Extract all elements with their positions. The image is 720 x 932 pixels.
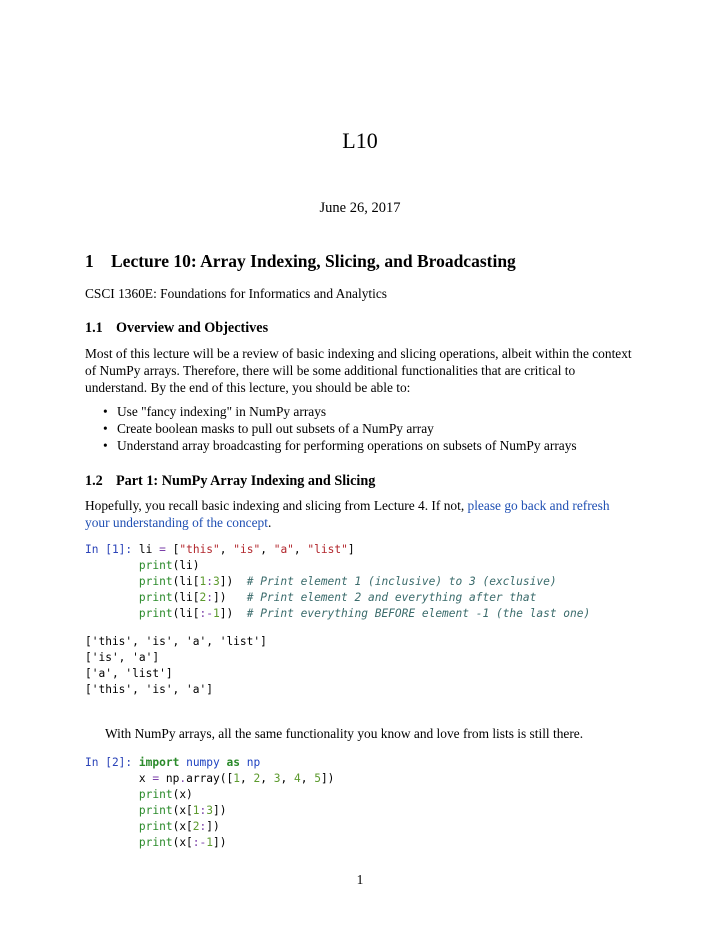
subsection-title: Overview and Objectives	[116, 320, 269, 336]
code-text: (li)	[172, 558, 200, 572]
operator: -	[199, 835, 207, 849]
builtin-function: print	[138, 835, 173, 849]
operator: -	[206, 606, 214, 620]
cell-prompt: In [2]:	[85, 756, 133, 769]
builtin-function: print	[138, 803, 173, 817]
operator: =	[152, 771, 160, 785]
code-text: (x[	[172, 835, 193, 849]
operator: :	[192, 835, 200, 849]
builtin-function: print	[138, 558, 173, 572]
operator: =	[159, 543, 166, 556]
number-literal: 1	[206, 835, 214, 849]
string-literal: "list"	[307, 543, 348, 556]
code-text: (x[	[172, 819, 193, 833]
number-literal: 3	[213, 574, 220, 588]
cell-prompt: In [1]:	[85, 543, 133, 556]
section-number: 1	[85, 251, 94, 271]
number-literal: 2	[192, 819, 200, 833]
code-text: ])	[213, 835, 227, 849]
operator: :	[206, 590, 214, 604]
number-literal: 3	[206, 803, 214, 817]
course-line: CSCI 1360E: Foundations for Informatics and Analytics	[85, 286, 388, 301]
code-text: ,	[260, 543, 274, 556]
number-literal: 3	[273, 771, 281, 785]
code-comment: # Print everything BEFORE element -1 (the last one)	[246, 606, 591, 620]
number-literal: 1	[213, 606, 220, 620]
list-item: • Use "fancy indexing" in NumPy arrays	[85, 404, 577, 421]
cell-output-1	[85, 634, 267, 698]
code-text	[220, 756, 227, 769]
output-line: ['this', 'is', 'a']	[85, 682, 213, 696]
subsection-title: Part 1: NumPy Array Indexing and Slicing	[116, 473, 376, 489]
operator: .	[179, 771, 187, 785]
code-cell-2	[85, 755, 334, 850]
operator: :	[199, 803, 207, 817]
operator: :	[206, 574, 214, 588]
builtin-function: print	[138, 606, 173, 620]
list-item: • Create boolean masks to pull out subsets of a NumPy array	[85, 421, 577, 438]
code-text: li	[138, 543, 160, 556]
section-title: Lecture 10: Array Indexing, Slicing, and Broadcasting	[111, 251, 516, 271]
objectives-list	[85, 404, 577, 454]
number-literal: 1	[199, 574, 207, 588]
list-item: • Understand array broadcasting for performing operations on subsets of NumPy arrays	[85, 438, 577, 455]
code-text: ])	[219, 574, 247, 588]
number-literal: 5	[314, 771, 321, 785]
code-text: ])	[213, 590, 247, 604]
code-text: (x[	[172, 803, 193, 817]
code-text: ,	[300, 771, 315, 785]
number-literal: 2	[199, 590, 207, 604]
document-date: June 26, 2017	[319, 200, 401, 216]
subsection-heading-part1	[85, 473, 375, 490]
code-text: ,	[280, 771, 294, 785]
builtin-function: print	[138, 787, 173, 801]
page-number: 1	[356, 872, 364, 887]
numpy-paragraph: With NumPy arrays, all the same functionality you know and love from lists is still there.	[105, 726, 584, 741]
intro-paragraph	[85, 498, 637, 532]
code-cell-1	[85, 542, 590, 622]
code-text: ])	[219, 606, 247, 620]
code-text: (li[	[172, 590, 200, 604]
code-text: ]	[347, 543, 355, 556]
code-text: ,	[240, 771, 254, 785]
builtin-function: print	[138, 590, 173, 604]
code-text: [	[165, 543, 180, 556]
output-line: ['this', 'is', 'a', 'list']	[85, 635, 267, 648]
code-text: (li[	[172, 606, 200, 620]
paragraph-text: Hopefully, you recall basic indexing and slicing from Lecture 4. If not,	[85, 498, 468, 513]
overview-paragraph: Most of this lecture will be a review of basic indexing and slicing operations, albeit within the context of NumPy arrays. Therefore, there will be some additional functionalities that are critical to understand. By the end of this lecture, you should be able to:	[85, 346, 632, 395]
module-alias: np	[246, 756, 261, 769]
number-literal: 2	[253, 771, 261, 785]
refresh-link[interactable]: please go back and refresh your understanding of the concept	[85, 498, 610, 530]
number-literal: 4	[293, 771, 301, 785]
code-comment: # Print element 1 (inclusive) to 3 (exclusive)	[246, 574, 557, 588]
keyword: as	[226, 756, 240, 769]
string-literal: "this"	[179, 543, 220, 556]
code-text: ])	[206, 819, 220, 833]
code-text: ,	[293, 543, 308, 556]
code-text: ])	[320, 771, 335, 785]
output-line: ['a', 'list']	[85, 666, 173, 680]
code-text: x	[138, 771, 153, 785]
string-literal: "is"	[233, 543, 261, 556]
string-literal: "a"	[273, 543, 294, 556]
builtin-function: print	[138, 574, 173, 588]
code-text: array([	[186, 771, 234, 785]
operator: :	[199, 819, 207, 833]
code-text: (li[	[172, 574, 200, 588]
code-text	[240, 756, 247, 769]
code-text: np	[159, 771, 180, 785]
subsection-number: 1.1	[85, 320, 103, 336]
document-title: L10	[342, 128, 378, 153]
operator: :	[199, 606, 207, 620]
output-line: ['is', 'a']	[85, 650, 160, 664]
section-heading	[85, 251, 516, 272]
code-text: ,	[260, 771, 274, 785]
keyword: import	[138, 756, 180, 769]
paragraph-text: .	[267, 514, 272, 530]
code-text: ,	[219, 543, 234, 556]
builtin-function: print	[138, 819, 173, 833]
subsection-number: 1.2	[85, 473, 103, 489]
module-name: numpy	[186, 756, 220, 769]
number-literal: 1	[233, 771, 240, 785]
subsection-heading-overview	[85, 320, 268, 337]
code-text: ])	[213, 803, 227, 817]
code-comment: # Print element 2 and everything after that	[246, 590, 537, 604]
code-text: (x)	[172, 787, 193, 801]
number-literal: 1	[192, 803, 200, 817]
